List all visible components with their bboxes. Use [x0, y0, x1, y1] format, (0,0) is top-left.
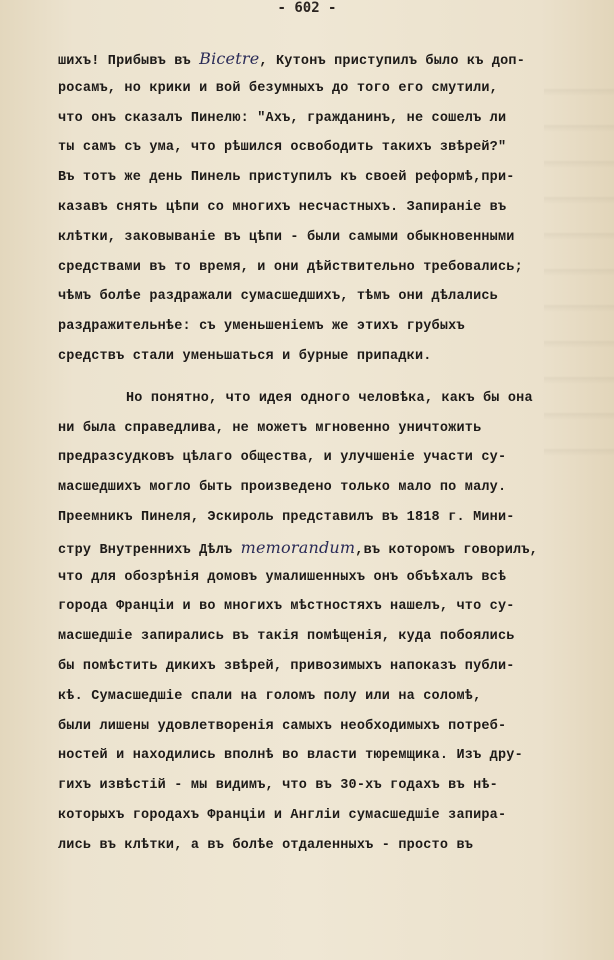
text-line: раздражительнѣе: съ уменьшеніемъ же этихъ грубыхъ: [58, 319, 465, 335]
text-line: Но понятно, что идея одного человѣка, какъ бы она: [126, 390, 533, 406]
paragraph-1: [58, 44, 614, 372]
line-segment: стру Внутреннихъ Дѣлъ: [58, 542, 241, 558]
text-line: росамъ, но крики и вой безумныхъ до того его смутили,: [58, 80, 498, 96]
handwritten-word: Bicetre: [199, 49, 260, 68]
text-line: [58, 44, 614, 74]
line-segment: шихъ! Прибывъ въ: [58, 54, 200, 69]
text-line: чѣмъ болѣе раздражали сумасшедшихъ, тѣмъ они дѣлались: [58, 289, 498, 305]
text-line: что онъ сказалъ Пинелю: "Ахъ, гражданинъ, не сошелъ ли: [58, 110, 507, 126]
text-line: ни была справедлива, не можетъ мгновенно уничтожить: [58, 420, 482, 436]
text-line: что для обозрѣнія домовъ умалишенныхъ онъ объѣхалъ всѣ: [58, 569, 507, 585]
line-segment: ,въ которомъ говорилъ,: [355, 542, 538, 558]
line-segment: , Кутонъ приступилъ было къ доп-: [259, 54, 526, 69]
text-line: масшедшихъ могло быть произведено только мало по малу.: [58, 480, 507, 496]
text-line: масшедшіе запирались въ такія помѣщенія, куда побоялись: [58, 629, 515, 645]
text-line: предразсудковъ цѣлаго общества, и улучшеніе участи су-: [58, 450, 507, 466]
text-line: ностей и находились вполнѣ во власти тюремщика. Изъ дру-: [58, 748, 523, 764]
text-line: клѣтки, заковываніе въ цѣпи - были самыми обыкновенными: [58, 229, 515, 245]
text-line: бы помѣстить дикихъ звѣрей, привозимыхъ напоказъ публи-: [58, 658, 515, 674]
handwritten-word: memorandum: [240, 537, 356, 557]
text-line: казавъ снять цѣпи со многихъ несчастныхъ. Запираніе въ: [58, 199, 507, 215]
text-line: Въ тотъ же день Пинель приступилъ къ своей реформѣ,при-: [58, 170, 515, 186]
text-line: лись въ клѣтки, а въ болѣе отдаленныхъ - просто въ: [58, 837, 474, 853]
text-line: средствъ стали уменьшаться и бурные припадки.: [58, 348, 432, 364]
text-line: гихъ извѣстій - мы видимъ, что въ 30-хъ годахъ въ нѣ-: [58, 778, 498, 794]
paragraph-gap: [58, 372, 614, 384]
text-line: Преемникъ Пинеля, Эскироль представилъ въ 1818 г. Мини-: [58, 509, 515, 525]
text-line: ты самъ съ ума, что рѣшился освободить такихъ звѣрей?": [58, 140, 507, 156]
text-line: [58, 533, 614, 563]
paragraph-2: [58, 384, 614, 861]
page-number: - 602 -: [277, 0, 337, 16]
text-line: средствами въ то время, и они дѣйствительно требовались;: [58, 259, 523, 275]
text-line: были лишены удовлетворенія самыхъ необходимыхъ потреб-: [58, 718, 507, 734]
text-line: города Франціи и во многихъ мѣстностяхъ нашелъ, что су-: [58, 599, 515, 615]
body-text: [58, 44, 614, 861]
text-line: кѣ. Сумасшедшіе спали на голомъ полу или на соломѣ,: [58, 688, 482, 704]
text-line: которыхъ городахъ Франціи и Англіи сумасшедшіе запира-: [58, 807, 507, 823]
